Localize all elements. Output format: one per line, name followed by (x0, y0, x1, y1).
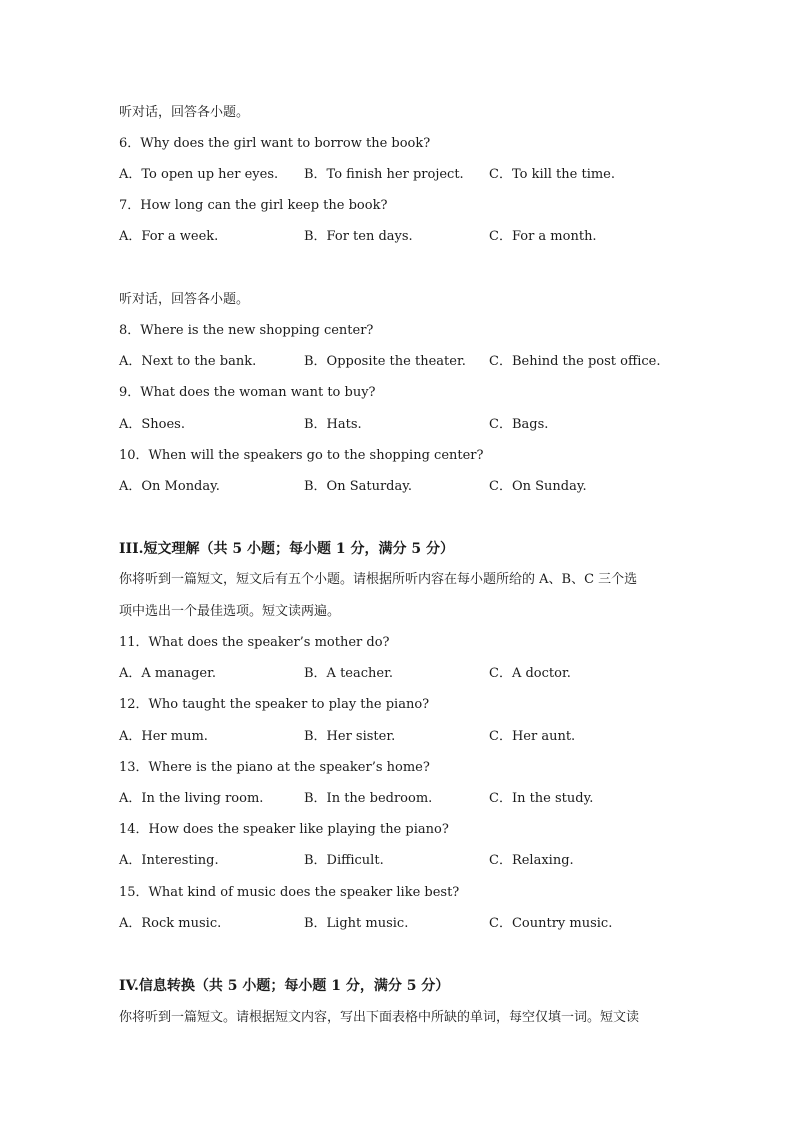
options-row (119, 728, 719, 746)
options-row (119, 166, 719, 184)
instruction-text: 你将听到一篇短文。请根据短文内容，写出下面表格中所缺的单词，每空仅填一词。短文读 (119, 1010, 640, 1025)
question-text: 14．How does the speaker like playing the piano? (119, 822, 449, 837)
option-a: A．Interesting. (119, 853, 219, 868)
question-text: 10．When will the speakers go to the shopping center? (119, 448, 484, 463)
option-c: C．In the study. (489, 791, 594, 806)
option-b: B．Difficult. (304, 853, 384, 868)
option-c: C．Behind the post office. (489, 354, 661, 369)
option-a: A．Next to the bank. (119, 354, 257, 369)
instruction-text: 你将听到一篇短文，短文后有五个小题。请根据所听内容在每小题所给的 A、B、C 三个选 (119, 572, 638, 587)
option-b: B．For ten days. (304, 229, 413, 244)
option-b: B．On Saturday. (304, 479, 413, 494)
options-row (119, 416, 719, 434)
option-c: C．Her aunt. (489, 729, 576, 744)
option-b: B．A teacher. (304, 666, 394, 681)
option-a: A．On Monday. (119, 479, 220, 494)
options-row (119, 228, 719, 246)
options-row (119, 478, 719, 496)
option-a: A．Rock music. (119, 916, 222, 931)
options-row (119, 790, 719, 808)
options-row (119, 852, 719, 870)
option-a: A．Her mum. (119, 729, 208, 744)
question-text: 11．What does the speaker’s mother do? (119, 635, 390, 650)
option-c: C．For a month. (489, 229, 597, 244)
option-a: A．In the living room. (119, 791, 264, 806)
option-a: A．Shoes. (119, 417, 185, 432)
options-row (119, 353, 719, 371)
instruction-text: 听对话，回答各小题。 (119, 105, 250, 120)
instruction-text: 项中选出一个最佳选项。短文读两遍。 (119, 604, 341, 619)
question-text: 13．Where is the piano at the speaker’s home? (119, 760, 430, 775)
option-b: B．Hats. (304, 417, 362, 432)
section-heading: IV.信息转换（共 5 小题；每小题 1 分，满分 5 分） (119, 978, 450, 994)
section-heading: III.短文理解（共 5 小题；每小题 1 分，满分 5 分） (119, 541, 454, 557)
option-b: B．In the bedroom. (304, 791, 433, 806)
options-row (119, 915, 719, 933)
option-b: B．Opposite the theater. (304, 354, 466, 369)
option-b: B．Light music. (304, 916, 409, 931)
instruction-text: 听对话，回答各小题。 (119, 292, 250, 307)
option-a: A．For a week. (119, 229, 219, 244)
question-text: 15．What kind of music does the speaker like best? (119, 885, 460, 900)
option-c: C．To kill the time. (489, 167, 616, 182)
option-c: C．Bags. (489, 417, 549, 432)
option-a: A．To open up her eyes. (119, 167, 279, 182)
option-c: C．Relaxing. (489, 853, 574, 868)
question-text: 8．Where is the new shopping center? (119, 323, 374, 338)
option-c: C．A doctor. (489, 666, 571, 681)
option-c: C．Country music. (489, 916, 613, 931)
question-text: 6．Why does the girl want to borrow the book? (119, 136, 431, 151)
option-a: A．A manager. (119, 666, 217, 681)
question-text: 12．Who taught the speaker to play the piano? (119, 697, 430, 712)
option-b: B．To finish her project. (304, 167, 464, 182)
option-c: C．On Sunday. (489, 479, 587, 494)
option-b: B．Her sister. (304, 729, 396, 744)
question-text: 9．What does the woman want to buy? (119, 385, 376, 400)
question-text: 7．How long can the girl keep the book? (119, 198, 388, 213)
options-row (119, 665, 719, 683)
